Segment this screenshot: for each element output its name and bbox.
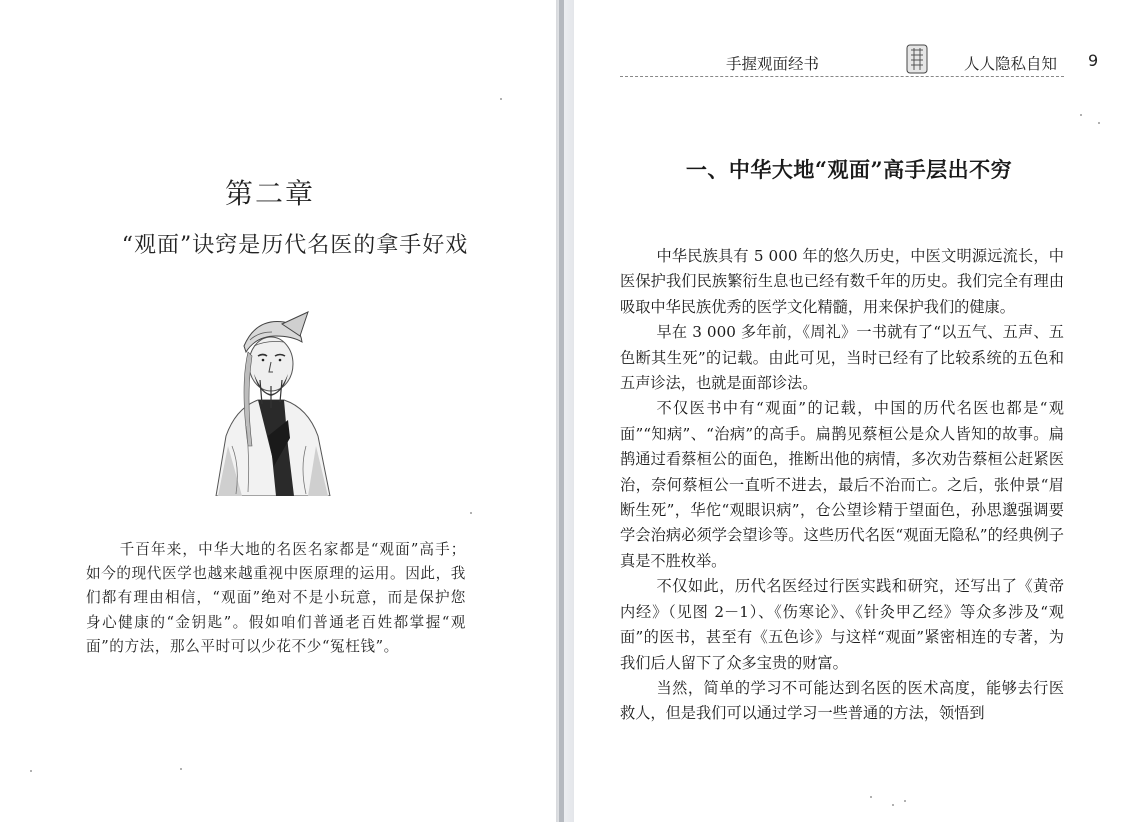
physician-portrait-illustration (196, 296, 346, 496)
page-number: 9 (1088, 51, 1099, 70)
vertical-scrollbar[interactable] (559, 0, 564, 822)
left-page (0, 0, 556, 822)
header-divider (620, 76, 1064, 77)
body-paragraph: 不仅如此，历代名医经过行医实践和研究，还写出了《黄帝内经》（见图 2－1）、《伤寒论》、《针灸甲乙经》等众多涉及“观面”的医书，甚至有《五色诊》与这样“观面”紧密相连的专著，为我们后人留下了众多宝贵的财富。 (620, 577, 1064, 672)
right-page (574, 0, 1132, 822)
section-title: 一、中华大地“观面”高手层出不穷 (685, 157, 1013, 182)
chapter-intro-text (86, 538, 466, 659)
body-paragraph: 早在 3 000 多年前，《周礼》一书就有了“以五气、五声、五色断其生死”的记载。由此可见，当时已经有了比较系统的五色和五声诊法，也就是面部诊法。 (620, 323, 1064, 393)
chapter-subtitle: “观面”诀窍是历代名医的拿手好戏 (121, 233, 469, 258)
intro-paragraph: 千百年来，中华大地的名医名家都是“观面”高手；如今的现代医学也越来越重视中医原理的运用。因此，我们都有理由相信，“观面”绝对不是小玩意，而是保护您身心健康的“金钥匙”。假如咱们普通老百姓都掌握“观面”的方法，那么平时可以少花不少“冤枉钱”。 (86, 541, 466, 655)
header-chapter-title: 人人隐私自知 (964, 55, 1058, 73)
body-paragraph: 中华民族具有 5 000 年的悠久历史，中医文明源远流长，中医保护我们民族繁衍生息也已经有数千年的历史。我们完全有理由吸取中华民族优秀的医学文化精髓，用来保护我们的健康。 (620, 247, 1064, 316)
chapter-title: 第二章 (224, 177, 315, 210)
seal-ornament-icon (906, 44, 928, 74)
body-paragraph: 不仅医书中有“观面”的记载，中国的历代名医也都是“观面”“知病”、“治病”的高手。扁鹊见蔡桓公是众人皆知的故事。扁鹊通过看蔡桓公的面色，推断出他的病情，多次劝告蔡桓公赶紧医治，奈何蔡桓公一直听不进去，最后不治而亡。之后，张仲景“眉断生死”，华佗“观眼识病”，仓公望诊精于望面色，孙思邈强调要学会治病必须学会望诊等。这些历代名医“观面无隐私”的经典例子真是不胜枚举。 (620, 399, 1064, 570)
body-paragraph: 当然，简单的学习不可能达到名医的医术高度，能够去行医救人，但是我们可以通过学习一些普通的方法，领悟到 (620, 678, 1064, 723)
header-book-title: 手握观面经书 (726, 55, 820, 73)
running-header (620, 44, 1099, 78)
section-body (620, 244, 1064, 727)
